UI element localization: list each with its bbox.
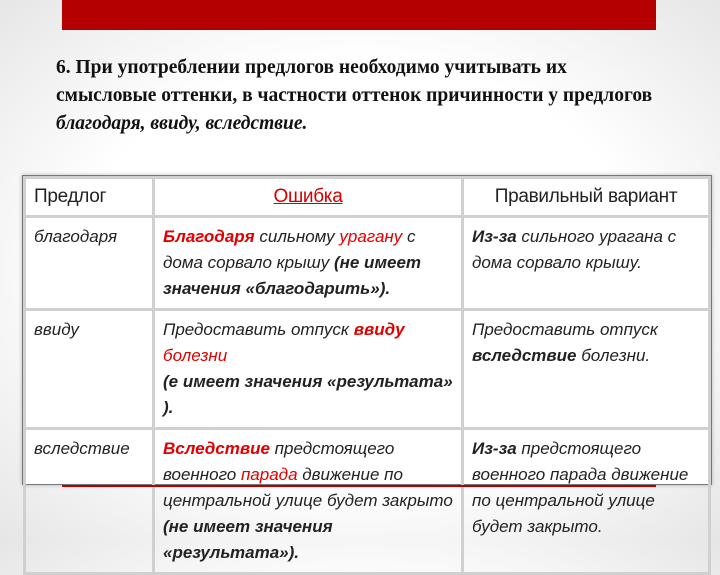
preposition-table: [22, 175, 712, 562]
cell-preposition: вследствие: [25, 429, 154, 574]
slide-heading: [56, 54, 656, 138]
header-error: Ошибка: [154, 178, 463, 217]
header-preposition: Предлог: [25, 178, 154, 217]
cell-text: сильному: [254, 227, 340, 246]
error-note: (е имеет значения «результата» ).: [163, 372, 453, 417]
cell-text: болезни.: [576, 346, 651, 365]
heading-text: 6. При употреблении предлогов необходимо учитывать их смысловые оттенки, в частности оттенок причинности у предлогов: [56, 57, 653, 106]
correct-word: Из-за: [472, 439, 517, 458]
cell-text: предстоящего военного: [163, 439, 395, 484]
cell-preposition: благодаря: [25, 217, 154, 310]
cell-text: сильного урагана с дома сорвало крышу.: [472, 227, 677, 272]
top-accent-bar: [62, 0, 656, 30]
cell-text: движение по центральной улице будет закрыто: [163, 465, 453, 510]
error-word: урагану: [339, 227, 403, 246]
table-row: [25, 429, 710, 574]
heading-italic-text: благодаря, ввиду, вследствие.: [56, 113, 308, 134]
header-correct: Правильный вариант: [463, 178, 710, 217]
cell-correct: [463, 429, 710, 574]
error-word: Благодаря: [163, 227, 255, 246]
table-row: [25, 217, 710, 310]
error-note: (не имеет значения «благодарить»).: [163, 253, 422, 298]
bottom-accent-line: [62, 485, 656, 487]
cell-text: болезни: [163, 346, 228, 365]
cell-error: [154, 429, 463, 574]
table-row: [25, 310, 710, 429]
error-word: парада: [240, 465, 298, 484]
cell-text: Предоставить отпуск: [472, 320, 658, 339]
cell-correct: [463, 310, 710, 429]
cell-error: [154, 310, 463, 429]
cell-text: Предоставить отпуск: [163, 320, 354, 339]
error-word: Вследствие: [163, 439, 270, 458]
cell-correct: [463, 217, 710, 310]
error-note: (не имеет значения «результата»).: [163, 517, 333, 562]
cell-text: с дома сорвало крышу: [163, 227, 416, 272]
correct-word: вследствие: [472, 346, 577, 365]
cell-preposition: ввиду: [25, 310, 154, 429]
error-word: ввиду: [353, 320, 405, 339]
correct-word: Из-за: [472, 227, 517, 246]
cell-text: предстоящего военного парада движение по центральной улице будет закрыто.: [472, 439, 689, 536]
cell-error: [154, 217, 463, 310]
table-header-row: [25, 178, 710, 217]
